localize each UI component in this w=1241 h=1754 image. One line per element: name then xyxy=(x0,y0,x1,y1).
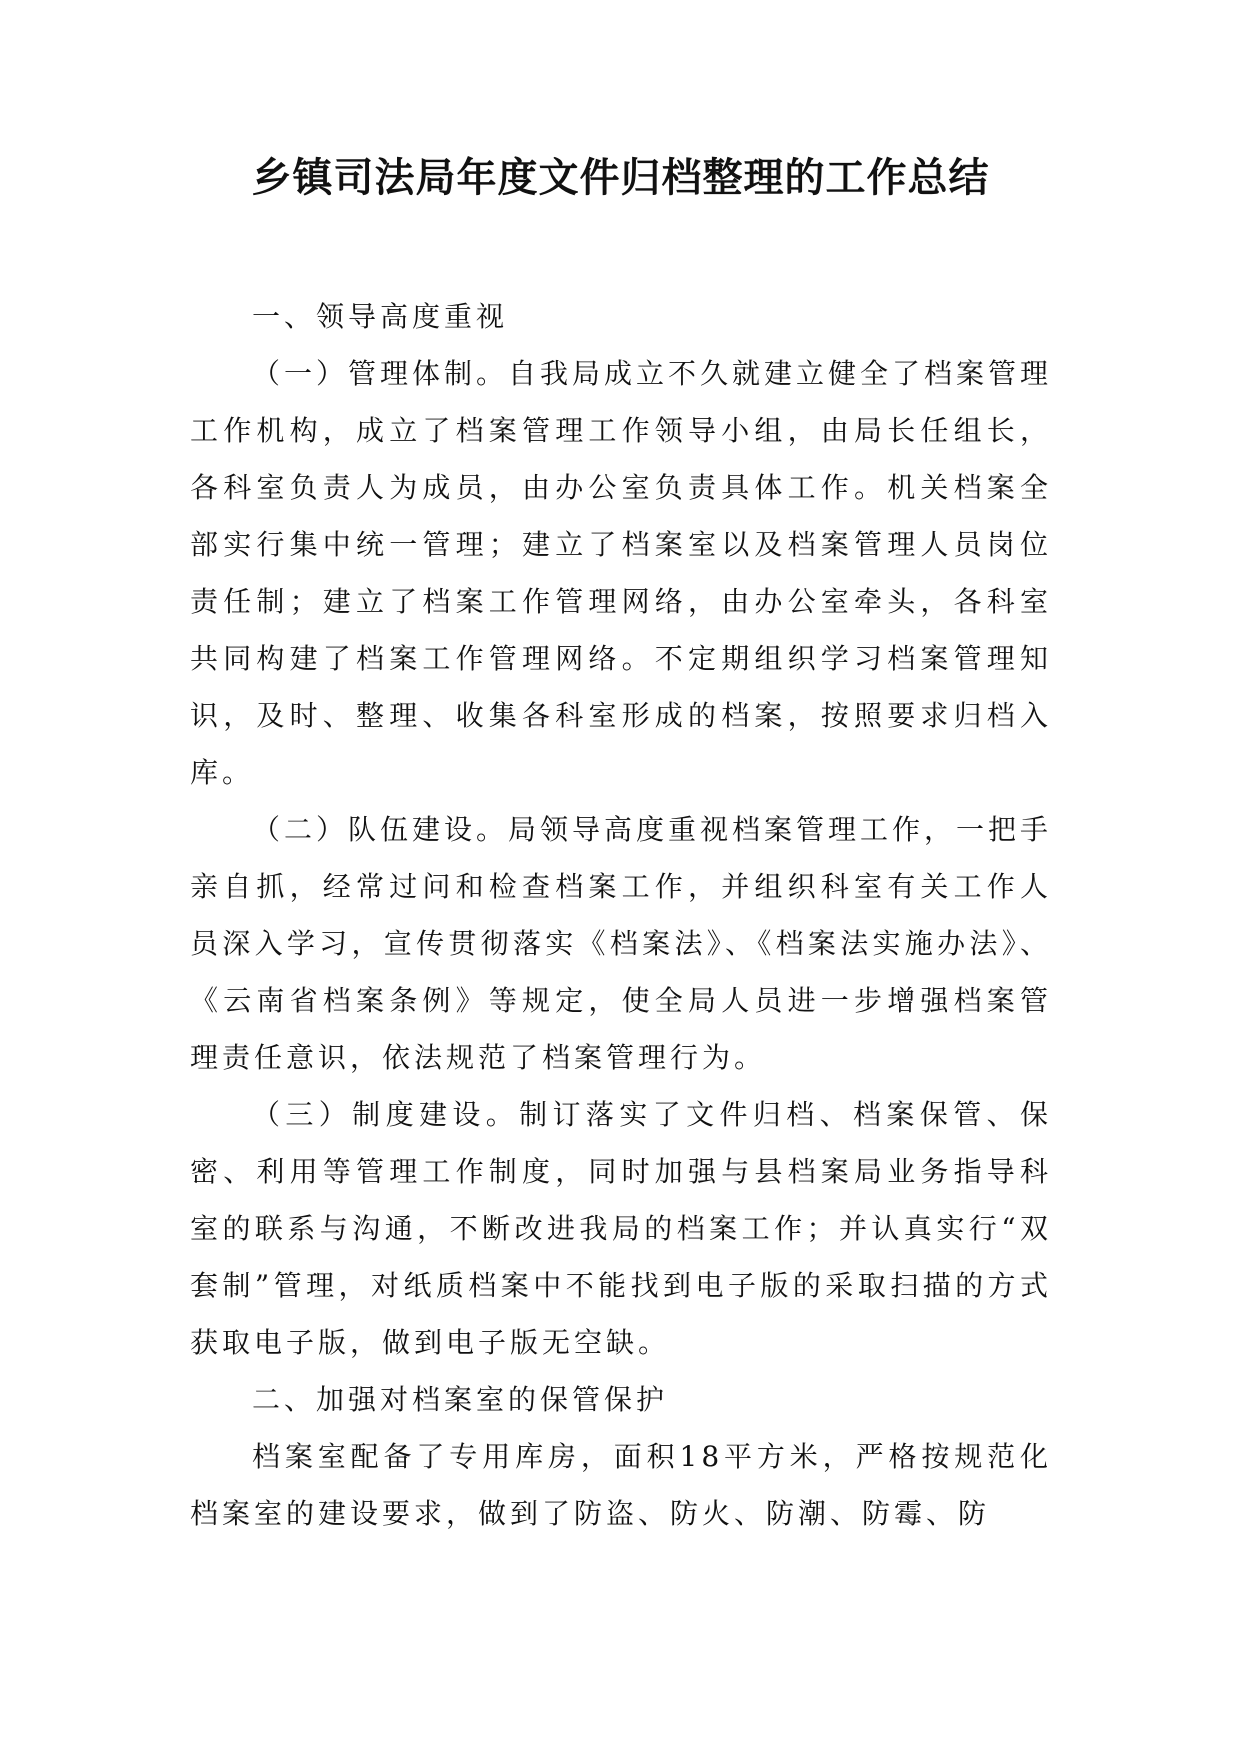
document-title: 乡镇司法局年度文件归档整理的工作总结 xyxy=(251,155,990,201)
section-heading-2: 二、加强对档案室的保管保护 xyxy=(252,1383,669,1416)
paragraph-team-building: （二）队伍建设。局领导高度重视档案管理工作，一把手亲自抓，经常过问和检查档案工作，并组织科室有关工作人员深入学习，宣传贯彻落实《档案法》、《档案法实施办法》、《云南省档案条例》等规定，使全局人员进一步增强档案管理责任意识，依法规范了档案管理行为。 xyxy=(190,813,1053,1074)
paragraph-system-building: （三）制度建设。制订落实了文件归档、档案保管、保密、利用等管理工作制度，同时加强与县档案局业务指导科室的联系与沟通，不断改进我局的档案工作；并认真实行“双套制”管理，对纸质档案中不能找到电子版的采取扫描的方式获取电子版，做到电子版无空缺。 xyxy=(190,1098,1052,1359)
section-heading-1: 一、领导高度重视 xyxy=(252,300,509,333)
paragraph-management-system: （一）管理体制。自我局成立不久就建立健全了档案管理工作机构，成立了档案管理工作领导小组，由局长任组长，各科室负责人为成员，由办公室负责具体工作。机关档案全部实行集中统一管理；建立了档案室以及档案管理人员岗位责任制；建立了档案工作管理网络，由办公室牵头，各科室共同构建了档案工作管理网络。不定期组织学习档案管理知识，及时、整理、收集各科室形成的档案，按照要求归档入库。 xyxy=(190,357,1053,789)
document-body xyxy=(190,288,1052,1542)
paragraph-archive-room: 档案室配备了专用库房，面积18平方米，严格按规范化档案室的建设要求，做到了防盗、防火、防潮、防霉、防 xyxy=(190,1440,1052,1530)
